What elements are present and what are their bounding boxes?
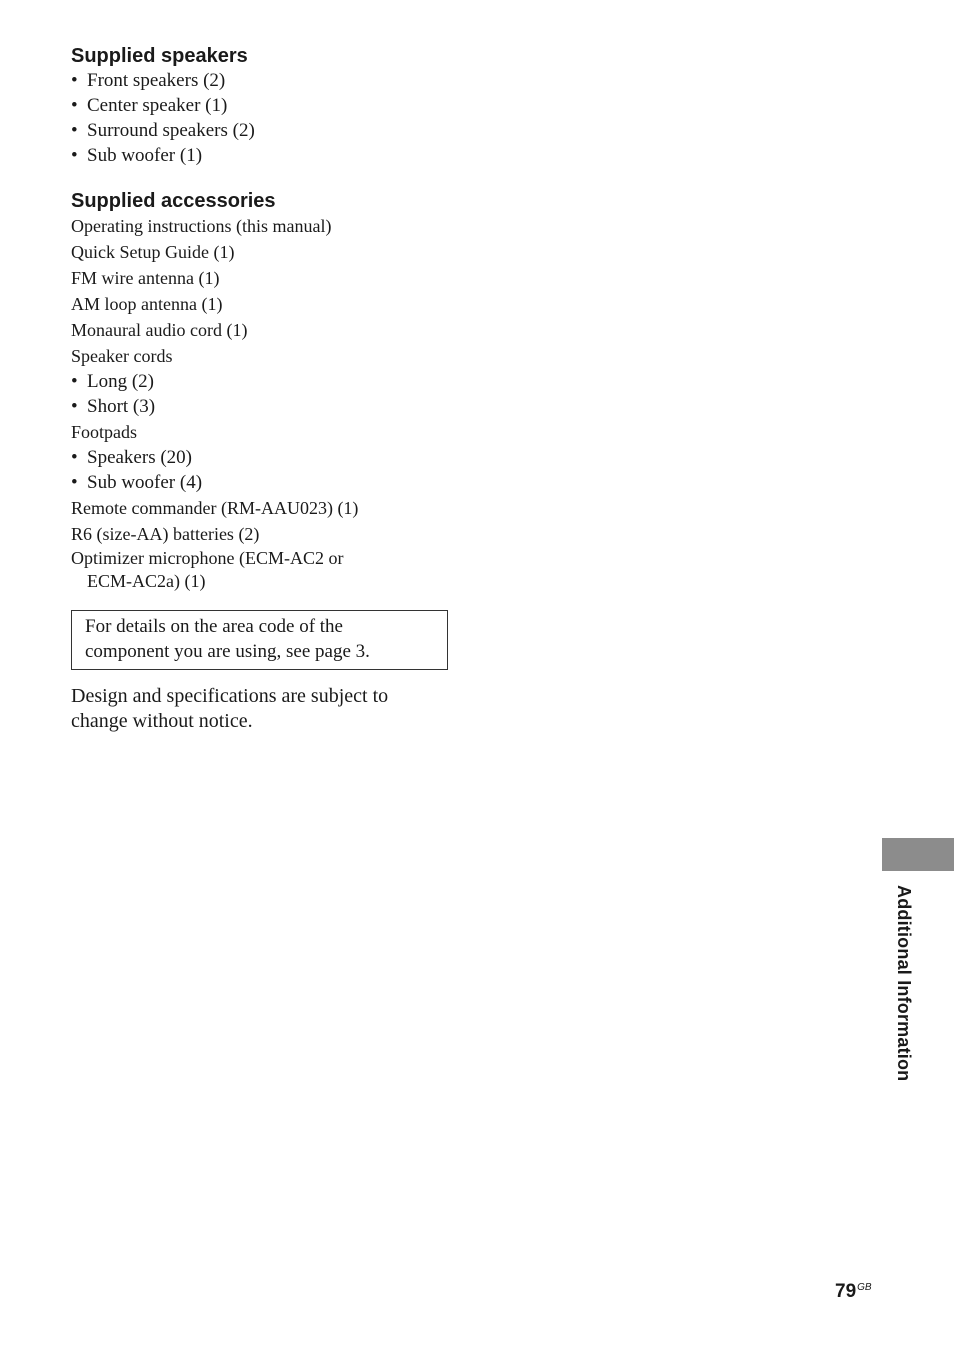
accessory-manual: Operating instructions (this manual) xyxy=(71,216,332,236)
supplied-accessories-heading: Supplied accessories xyxy=(71,190,276,212)
list-item: • Long (2) xyxy=(71,371,155,392)
speakers-list xyxy=(71,68,451,168)
area-code-note: For details on the area code of the component you are using, see page 3. xyxy=(71,610,448,670)
accessory-fm-antenna: FM wire antenna (1) xyxy=(71,268,220,288)
bullet-icon: • xyxy=(71,145,78,166)
accessory-remote: Remote commander (RM-AAU023) (1) xyxy=(71,498,359,518)
section-tab xyxy=(882,838,954,871)
supplied-speakers-heading: Supplied speakers xyxy=(71,45,248,67)
list-item: • Sub woofer (4) xyxy=(71,472,203,493)
bullet-icon: • xyxy=(71,447,78,468)
bullet-icon: • xyxy=(71,70,78,91)
closing-statement: Design and specifications are subject to change without notice. xyxy=(71,685,389,732)
accessory-audio-cord: Monaural audio cord (1) xyxy=(71,320,248,340)
accessory-microphone: Optimizer microphone (ECM-AC2 or ECM-AC2a) (1) xyxy=(71,548,344,591)
bullet-icon: • xyxy=(71,120,78,141)
list-item: • Sub woofer (1) xyxy=(71,145,203,166)
speaker-cords-label: Speaker cords xyxy=(71,346,173,366)
page-number: $79^{GB}$ xyxy=(835,1281,872,1302)
accessory-quick-setup: Quick Setup Guide (1) xyxy=(71,242,235,262)
list-item: • Surround speakers (2) xyxy=(71,120,255,141)
list-item: • Short (3) xyxy=(71,396,156,417)
bullet-icon: • xyxy=(71,396,78,417)
specifications-column xyxy=(71,44,451,734)
list-item: • Front speakers (2) xyxy=(71,70,226,91)
bullet-icon: • xyxy=(71,95,78,116)
list-item: • Speakers (20) xyxy=(71,447,192,468)
bullet-icon: • xyxy=(71,472,78,493)
accessory-batteries: R6 (size-AA) batteries (2) xyxy=(71,524,260,544)
accessory-am-antenna: AM loop antenna (1) xyxy=(71,294,223,314)
section-tab-label: Additional Information xyxy=(894,885,914,1082)
list-item: • Center speaker (1) xyxy=(71,95,228,116)
bullet-icon: • xyxy=(71,371,78,392)
footpads-label: Footpads xyxy=(71,422,138,442)
